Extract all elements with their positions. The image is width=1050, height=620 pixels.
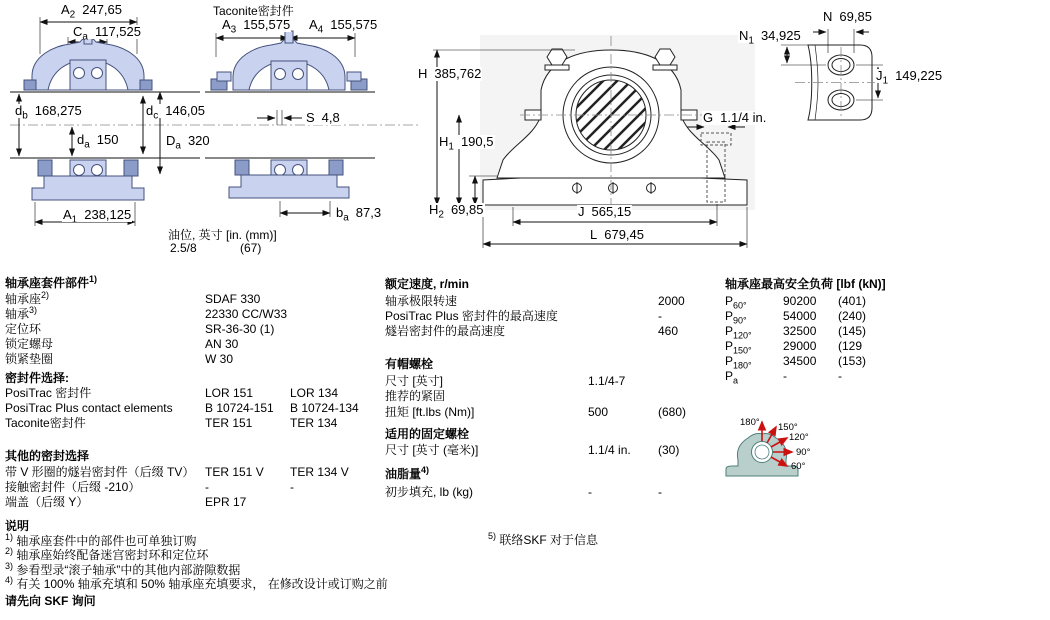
parts-row: 轴承座$^{2)}$ SDAF 330: [5, 290, 261, 306]
oil-level-mm: (67): [240, 241, 262, 255]
loads-title: 轴承座最高安全负荷 [lbf (kN)]: [725, 277, 886, 291]
load-row: $P_{180^\circ}$ 34500 (153): [725, 354, 867, 371]
parts-title: 轴承座套件部件$^{1)}$: [5, 274, 98, 290]
dim-Da: $D_a$ 320: [166, 133, 210, 152]
drawing-cross-section: [10, 10, 205, 228]
cap-bolts-torque-label: 推荐的紧固: [385, 389, 446, 403]
attach-bolts-size: 尺寸 [英寸 (毫米)] 1.1/4 in. (30): [385, 443, 680, 457]
dim-Ca: $C_a$ 117,525: [73, 24, 141, 43]
grease-fill: 初步填充, lb (kg) - -: [385, 485, 662, 499]
dim-L: L 679,45: [590, 227, 644, 242]
angle-label-60: 60°: [791, 461, 806, 472]
grease-title: 油脂量$^{4)}$: [385, 465, 430, 481]
angle-label-180: 180°: [740, 417, 760, 428]
notes-closing: 请先向 SKF 询问: [5, 594, 96, 608]
dim-ba: $b_a$ 87,3: [336, 205, 382, 224]
seal-row: PosiTrac 密封件 LOR 151 LOR 134: [5, 386, 339, 400]
parts-row: 轴承$^{3)}$ 22330 CC/W33: [5, 305, 288, 321]
seal-row: Taconite密封件 TER 151 TER 134: [5, 416, 338, 430]
load-row: $P_{60^\circ}$ 90200 (401): [725, 294, 867, 311]
other-seal-row: 带 V 形圈的燧岩密封件（后缀 TV） TER 151 V TER 134 V: [5, 465, 349, 479]
load-row: $P_a$ - -: [725, 369, 842, 386]
speeds-title: 额定速度, r/min: [385, 277, 470, 291]
dim-J: J 565,15: [578, 204, 632, 219]
cap-bolts-title: 有帽螺栓: [385, 357, 434, 371]
load-angle-diagram: [722, 408, 872, 486]
oil-level-inch: 2.5/8: [170, 241, 197, 255]
note-5: $^{5)}$ 联络SKF 对于信息: [488, 531, 599, 547]
cap-bolts-torque: 扭矩 [ft.lbs (Nm)] 500 (680): [385, 405, 687, 419]
dim-N1: $N_1$ 34,925: [739, 28, 801, 47]
oil-level-label: 油位, 英寸 [in. (mm)]: [168, 228, 277, 242]
note-4: $^{4)}$ 有关 100% 轴承充填和 50% 轴承座充填要求， 在修改设计或订购之前: [5, 575, 388, 591]
seal-row: PosiTrac Plus contact elements B 10724-151 B 10724-134: [5, 401, 359, 415]
dim-da: $d_a$ 150: [77, 132, 119, 151]
dim-H: H 385,762: [418, 66, 482, 81]
parts-row: 定位环 SR-36-30 (1): [5, 322, 275, 336]
dim-db: $d_b$ 168,275: [15, 103, 82, 122]
load-row: $P_{90^\circ}$ 54000 (240): [725, 309, 867, 326]
dim-H2: $H_2$ 69,85: [429, 202, 484, 221]
parts-row: 锁定螺母 AN 30: [5, 337, 239, 351]
note-2: $^{2)}$ 轴承座始终配备迷宫密封环和定位环: [5, 546, 209, 562]
dim-J1: $J_1$ 149,225: [876, 68, 943, 87]
dim-S: S 4,8: [306, 110, 340, 125]
angle-label-150: 150°: [778, 422, 798, 433]
notes-title: 说明: [5, 519, 30, 533]
parts-row: 锁紧垫圈 W 30: [5, 352, 234, 366]
speed-row: 轴承极限转速 2000: [385, 294, 685, 308]
seals-title: 密封件选择:: [5, 371, 69, 385]
cap-bolts-size: 尺寸 [英寸] 1.1/4-7: [385, 374, 626, 388]
dim-N: N 69,85: [823, 9, 872, 24]
dim-A2: $A_2$ 247,65: [61, 2, 122, 21]
load-row: $P_{120^\circ}$ 32500 (145): [725, 324, 867, 341]
attach-bolts-title: 适用的固定螺栓: [385, 427, 470, 441]
drawing2-title: Taconite密封件: [213, 4, 294, 18]
speed-row: PosiTrac Plus 密封件的最高速度 -: [385, 309, 662, 323]
dim-A1: $A_1$ 238,125: [63, 207, 132, 226]
load-row: $P_{150^\circ}$ 29000 (129: [725, 339, 863, 356]
dim-dc: $d_c$ 146,05: [146, 103, 205, 122]
angle-label-90: 90°: [796, 447, 811, 458]
speed-row: 燧岩密封件的最高速度 460: [385, 324, 679, 338]
dim-G: G 1.1/4 in.: [703, 110, 767, 125]
other-seal-row: 端盖（后缀 Y） EPR 17: [5, 495, 247, 509]
dim-H1: $H_1$ 190,5: [439, 134, 494, 153]
dim-A4: $A_4$ 155,575: [309, 17, 378, 36]
other-seal-row: 接触密封件（后缀 -210） - -: [5, 480, 294, 494]
note-1: $^{1)}$ 轴承座套件中的部件也可单独订购: [5, 532, 197, 548]
dim-A3: $A_3$ 155,575: [222, 17, 291, 36]
other-seals-title: 其他的密封选择: [5, 449, 90, 463]
note-3: $^{3)}$ 参看型录“滚子轴承”中的其他内部游隙数据: [5, 561, 241, 577]
angle-label-120: 120°: [789, 432, 809, 443]
